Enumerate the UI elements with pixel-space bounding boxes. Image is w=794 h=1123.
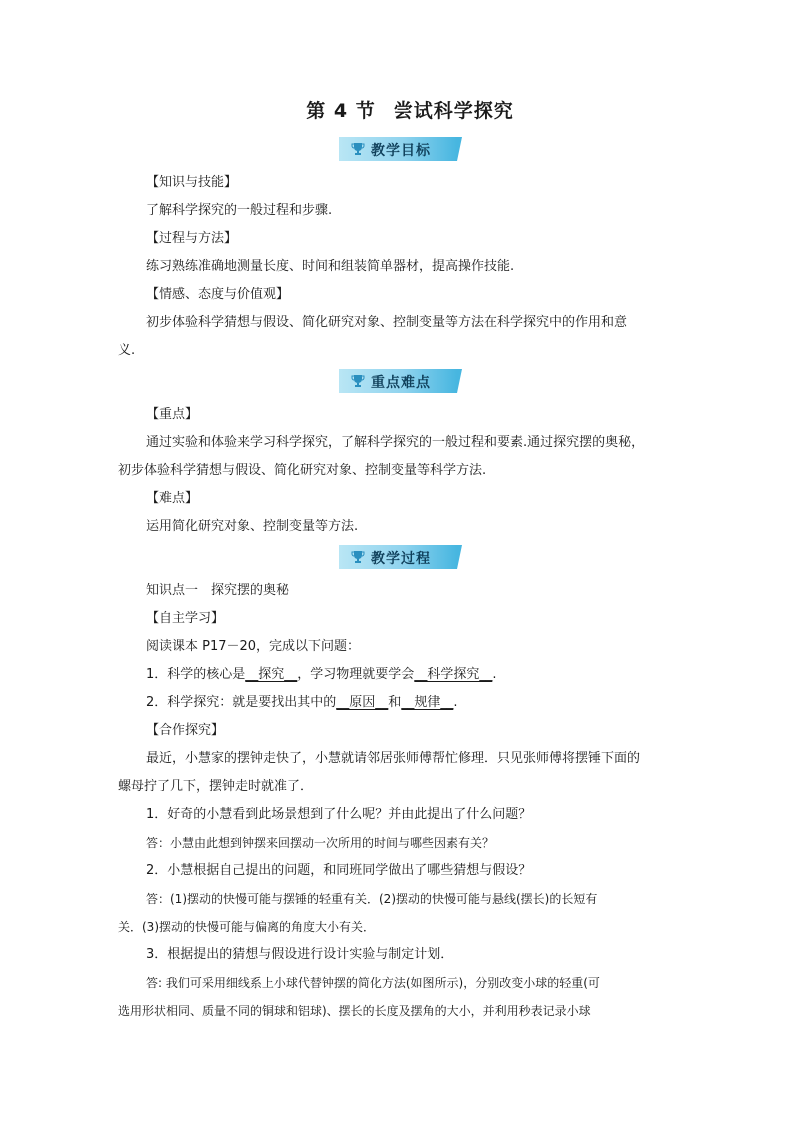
section-title-process: 教学过程 [371,551,431,567]
coop-answer-1: 答：小慧由此想到钟摆来回摆动一次所用的时间与哪些因素有关？ [146,836,495,850]
story-line-2: 螺母拧了几下，摆钟走时就准了． [118,779,314,794]
goals-heading-knowledge: 【知识与技能】 [146,175,238,190]
key-text-focus-2: 初步体验科学猜想与假设、简化研究对象、控制变量等科学方法. [118,463,487,478]
question-2: 2．科学探究：就是要找出其中的__原因__和__规律__. [146,695,458,710]
coop-question-1: 1．好奇的小慧看到此场景想到了什么呢？并由此提出了什么问题？ [146,807,532,822]
goals-heading-attitude: 【情感、态度与价值观】 [146,287,290,302]
coop-question-3: 3．根据提出的猜想与假设进行设计实验与制定计划． [146,947,454,962]
page-title [118,96,678,123]
section-title-goals: 教学目标 [371,143,431,159]
question-1: 1．科学的核心是__探究__，学习物理就要学会__科学探究__. [146,667,497,682]
answer-blank-3: __原因__ [336,695,389,710]
coop-answer-3-line-1: 答: 我们可采用细线系上小球代替钟摆的简化方法(如图所示)，分别改变小球的轻重(可 [146,976,600,990]
process-heading-self-study: 【自主学习】 [146,611,225,626]
goals-text-attitude-2: 义. [118,343,136,358]
coop-answer-2-line-2: 关．(3)摆动的快慢可能与偏离的角度大小有关． [118,920,375,934]
coop-question-2: 2．小慧根据自己提出的问题，和同班同学做出了哪些猜想与假设？ [146,863,532,878]
key-heading-focus: 【重点】 [146,407,199,422]
section-banner-process [118,545,678,571]
section-banner-key [118,369,678,395]
trophy-icon [351,374,365,388]
section-title-key: 重点难点 [371,375,431,391]
key-text-difficulty: 运用简化研究对象、控制变量等方法. [146,519,359,534]
goals-heading-process: 【过程与方法】 [146,231,238,246]
story-line-1: 最近，小慧家的摆钟走快了，小慧就请邻居张师傅帮忙修理．只见张师傅将摆锤下面的 [146,751,641,766]
coop-answer-3-line-2: 选用形状相同、质量不同的铜球和铝球)、摆长的长度及摆角的大小，并利用秒表记录小球 [118,1004,591,1018]
goals-text-knowledge: 了解科学探究的一般过程和步骤. [146,203,333,218]
key-text-focus-1: 通过实验和体验来学习科学探究，了解科学探究的一般过程和要素.通过探究摆的奥秘， [146,435,645,450]
key-heading-difficulty: 【难点】 [146,491,199,506]
knowledge-point-title: 知识点一 探究摆的奥秘 [146,583,290,598]
answer-blank-2: __科学探究__ [414,667,493,682]
section-banner-goals [118,137,678,163]
process-heading-cooperation: 【合作探究】 [146,723,225,738]
answer-blank-1: __探究__ [245,667,298,682]
title-text: 尝试科学探究 [393,100,514,122]
title-section-number: 第 4 节 [306,100,376,122]
goals-text-attitude-1: 初步体验科学猜想与假设、简化研究对象、控制变量等方法在科学探究中的作用和意 [146,315,628,330]
answer-blank-4: __规律__ [401,695,454,710]
process-reading-instruction: 阅读课本 P17－20，完成以下问题： [146,639,361,654]
document-content [118,96,678,1025]
trophy-icon [351,142,365,156]
goals-text-process: 练习熟练准确地测量长度、时间和组装简单器材，提高操作技能. [146,259,515,274]
trophy-icon [351,550,365,564]
coop-answer-2-line-1: 答：(1)摆动的快慢可能与摆锤的轻重有关．(2)摆动的快慢可能与悬线(摆长)的长短有 [146,892,598,906]
